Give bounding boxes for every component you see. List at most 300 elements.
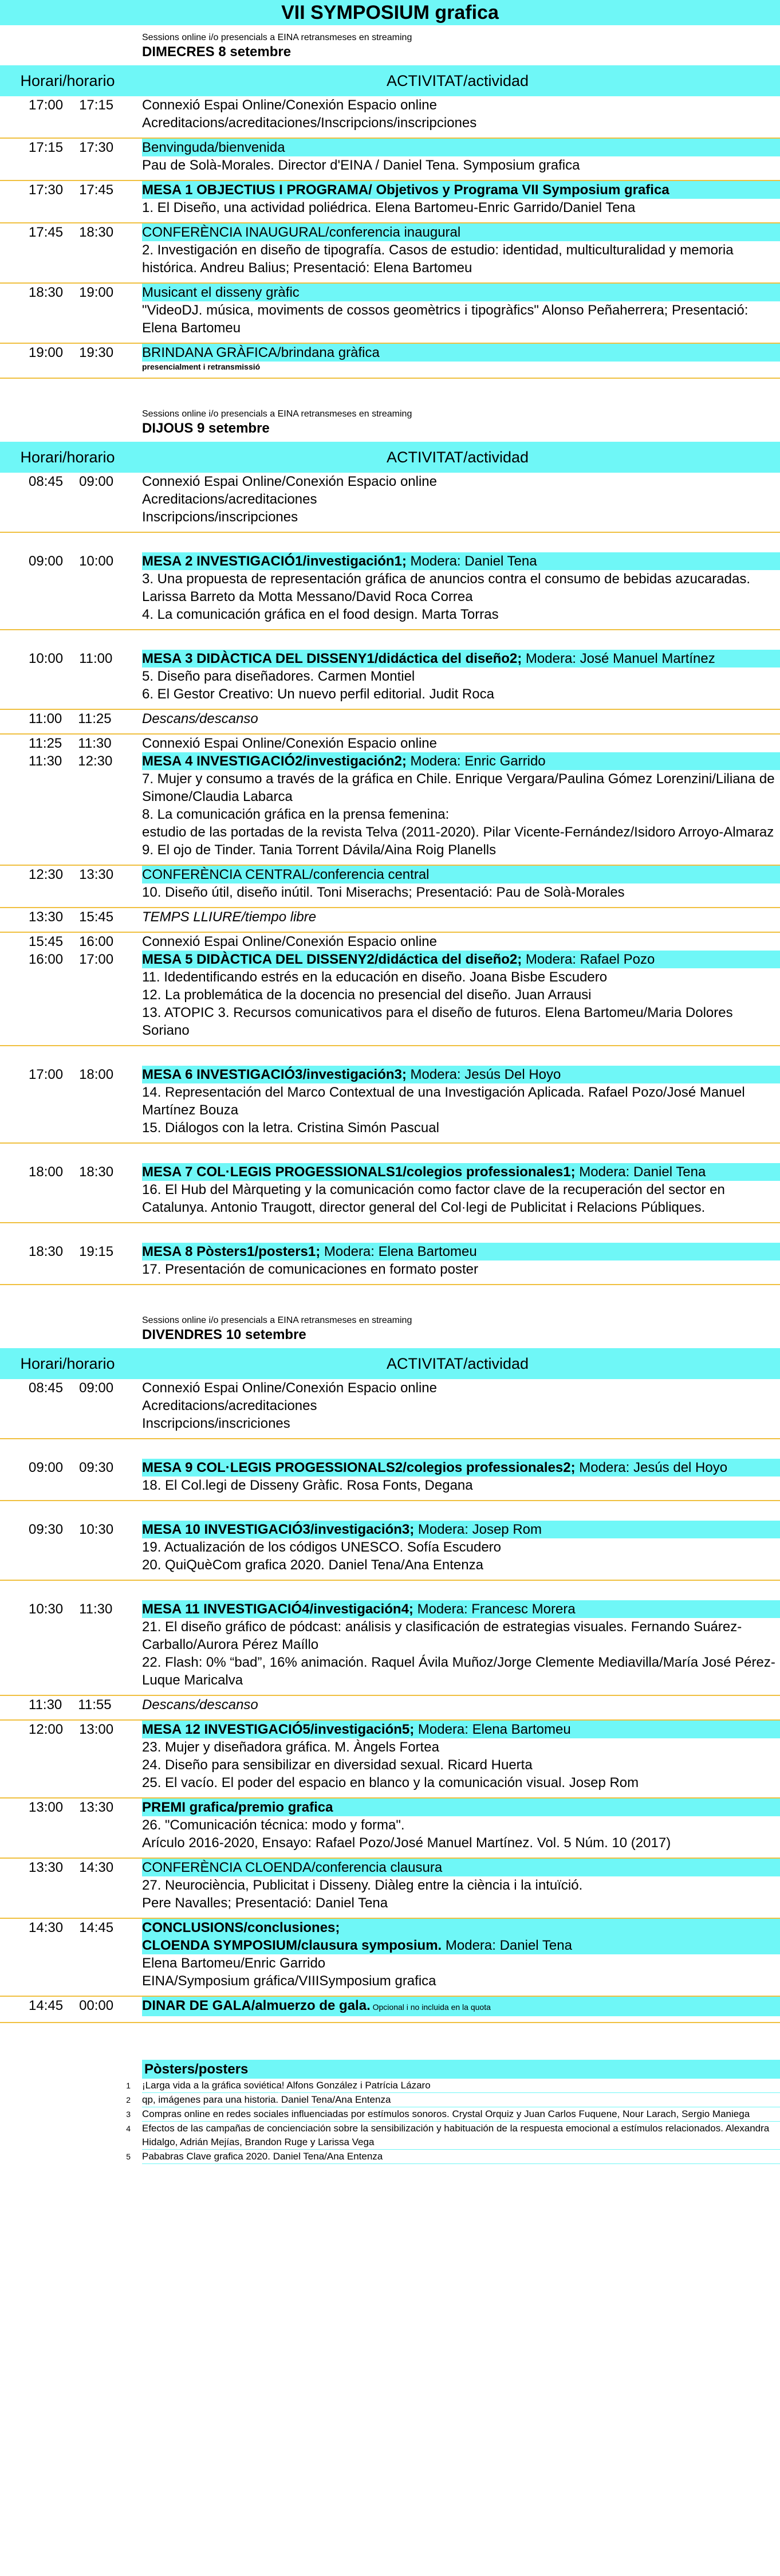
schedule-line <box>0 301 780 337</box>
day-section <box>0 402 780 1308</box>
activity-text-part: Acreditacions/acreditaciones/Inscripcions/inscripciones <box>142 115 477 131</box>
start-time: 11:25 <box>29 736 62 751</box>
schedule-block <box>0 908 780 933</box>
activity-text-part: estudio de las portadas de la revista Telva (2011-2020). Pilar Vicente-Fernández/Isidoro Arroyo-Almaraz <box>142 824 774 840</box>
activity-text-part: Modera: José Manuel Martínez <box>522 651 715 666</box>
activity-text-part: 24. Diseño para sensibilizar en diversidad sexual. Ricard Huerta <box>142 1757 533 1773</box>
schedule-line <box>0 1654 780 1689</box>
activity-text-part: Modera: Enric Garrido <box>406 753 546 769</box>
time-range <box>0 114 142 132</box>
schedule-line <box>0 1738 780 1756</box>
activity-text-part: Modera: Elena Bartomeu <box>414 1722 571 1737</box>
time-range <box>0 139 142 156</box>
activity-text-part: MESA 7 COL·LEGIS PROGESSIONALS1/colegios professionales1; <box>142 1164 576 1180</box>
activity-text-part: Modera: Rafael Pozo <box>522 952 655 967</box>
end-time: 18:30 <box>79 1164 114 1180</box>
activity-text-part: MESA 9 COL·LEGIS PROGESSIONALS2/colegios professionales2; <box>142 1460 576 1475</box>
activity-text-part: 19. Actualización de los códigos UNESCO. Sofía Escudero <box>142 1540 501 1555</box>
schedule-line <box>0 685 780 703</box>
activity-text-part: TEMPS LLIURE/tiempo libre <box>142 909 317 925</box>
schedule-line <box>0 1163 780 1181</box>
schedule-line <box>0 1556 780 1574</box>
time-range <box>0 1756 142 1774</box>
schedule-line <box>0 1799 780 1816</box>
end-time: 12:30 <box>78 753 113 769</box>
schedule-block <box>0 1066 780 1144</box>
poster-item <box>0 2093 780 2107</box>
activity-text-part: 22. Flash: 0% “bad”, 16% animación. Raquel Ávila Muñoz/Jorge Clemente Mediavilla/María José Pérez-Luque Maricalva <box>142 1655 775 1688</box>
schedule-line <box>0 710 780 728</box>
start-time: 15:45 <box>29 934 64 949</box>
activity-text-part: 1. El Diseño, una actividad poliédrica. Elena Bartomeu-Enric Garrido/Daniel Tena <box>142 200 636 215</box>
schedule-line <box>0 199 780 217</box>
poster-number: 5 <box>126 2152 131 2161</box>
schedule-block <box>0 284 780 344</box>
activity-text-part: Connexió Espai Online/Conexión Espacio online <box>142 1380 437 1396</box>
schedule-line <box>0 1415 780 1432</box>
header-activity: ACTIVITAT/actividad <box>386 1354 529 1372</box>
time-range <box>0 156 142 174</box>
time-range <box>0 908 142 926</box>
schedule-line <box>0 770 780 806</box>
day-spacer <box>0 1285 780 1308</box>
activity-text-part: presencialment i retransmissió <box>142 362 261 371</box>
activity-text <box>142 1556 780 1574</box>
activity-text-part: Inscripcions/inscripciones <box>142 509 298 525</box>
activity-text <box>142 1066 780 1083</box>
activity-text-part: 20. QuiQuèCom grafica 2020. Daniel Tena/Ana Entenza <box>142 1557 483 1573</box>
activity-text <box>142 1799 780 1816</box>
time-range <box>0 1066 142 1083</box>
schedule-line <box>0 241 780 277</box>
activity-text <box>142 362 780 372</box>
schedule-block <box>0 933 780 1046</box>
start-time: 19:00 <box>29 345 64 360</box>
time-range <box>0 1260 142 1278</box>
activity-text-part: 4. La comunicación gráfica en el food design. Marta Torras <box>142 607 499 622</box>
activity-text-part: 23. Mujer y diseñadora gráfica. M. Àngels Fortea <box>142 1739 439 1755</box>
schedule-line <box>0 1774 780 1792</box>
schedule-block <box>0 139 780 181</box>
posters-header-spacer <box>0 2060 142 2079</box>
activity-text <box>142 1618 780 1654</box>
activity-text <box>142 1816 780 1834</box>
end-time: 13:30 <box>79 867 114 882</box>
schedule-block <box>0 473 780 533</box>
activity-text <box>142 181 780 199</box>
activity-text-part: CONCLUSIONS/conclusiones; <box>142 1920 340 1935</box>
activity-text-part: CONFERÈNCIA CENTRAL/conferencia central <box>142 867 430 882</box>
activity-text <box>142 933 780 951</box>
schedule-line <box>0 1696 780 1714</box>
activity-text <box>142 301 780 337</box>
end-time: 19:15 <box>79 1244 114 1259</box>
schedule-line <box>0 1972 780 1990</box>
schedule-line <box>0 284 780 301</box>
start-time: 16:00 <box>29 952 64 967</box>
activity-text <box>142 1459 780 1477</box>
posters-title: Pòsters/posters <box>142 2060 780 2079</box>
end-time: 14:30 <box>79 1860 114 1875</box>
schedule-line <box>0 1937 780 1954</box>
activity-text <box>142 570 780 606</box>
activity-text-part: "VideoDJ. música, moviments de cossos geomètrics i tipogràfics" Alonso Peñaherrera; Presentació: Elena Bartomeu <box>142 303 749 336</box>
activity-text-part: Modera: Daniel Tena <box>406 553 537 569</box>
poster-text: Pababras Clave grafica 2020. Daniel Tena/Ana Entenza <box>142 2150 780 2164</box>
activity-text-part: Modera: Elena Bartomeu <box>320 1244 477 1259</box>
time-range <box>0 181 142 199</box>
end-time: 15:45 <box>79 909 114 925</box>
activity-text <box>142 951 780 968</box>
time-range <box>0 241 142 277</box>
schedule-line <box>0 735 780 752</box>
schedule-line <box>0 1379 780 1397</box>
start-time: 09:30 <box>29 1522 64 1537</box>
activity-text <box>142 1972 780 1990</box>
time-range <box>0 1163 142 1181</box>
poster-item <box>0 2107 780 2122</box>
activity-text-part: CLOENDA SYMPOSIUM/clausura symposium. <box>142 1938 442 1953</box>
activity-text-part: DINAR DE GALA/almuerzo de gala. <box>142 1998 371 2013</box>
start-time: 11:30 <box>29 753 62 769</box>
activity-text-part: Connexió Espai Online/Conexión Espacio online <box>142 97 437 113</box>
time-range <box>0 1696 142 1714</box>
activity-text <box>142 96 780 114</box>
schedule-line <box>0 1997 780 2016</box>
schedule-block <box>0 1243 780 1285</box>
activity-text <box>142 806 780 823</box>
activity-text-part: 18. El Col.legi de Disseny Gràfic. Rosa Fonts, Degana <box>142 1478 473 1493</box>
activity-text <box>142 883 780 901</box>
activity-text-part: Arículo 2016-2020, Ensayo: Rafael Pozo/José Manuel Martínez. Vol. 5 Núm. 10 (2017) <box>142 1835 671 1851</box>
header-time: Horari/horario <box>20 448 115 466</box>
activity-text <box>142 735 780 752</box>
schedule-line <box>0 1756 780 1774</box>
activity-text-part: Elena Bartomeu/Enric Garrido <box>142 1955 326 1971</box>
activity-text-part: MESA 10 INVESTIGACIÓ3/investigación3; <box>142 1522 415 1537</box>
time-range <box>0 806 142 823</box>
activity-text <box>142 1379 780 1397</box>
time-range <box>0 473 142 490</box>
activity-text <box>142 1083 780 1119</box>
schedule-block <box>0 552 780 630</box>
start-time: 13:30 <box>29 1860 64 1875</box>
activity-text-part: CONFERÈNCIA INAUGURAL/conferencia inaugural <box>142 225 461 240</box>
time-range <box>0 866 142 883</box>
schedule-line <box>0 1459 780 1477</box>
activity-text <box>142 1521 780 1538</box>
activity-text <box>142 752 780 770</box>
activity-text-part: MESA 1 OBJECTIUS I PROGRAMA/ Objetivos y Programa VII Symposium grafica <box>142 182 669 198</box>
activity-text-part: Acreditacions/acreditaciones <box>142 492 317 507</box>
schedule-line <box>0 1816 780 1834</box>
activity-text <box>142 908 780 926</box>
schedule-block <box>0 1379 780 1439</box>
activity-text-part: 13. ATOPIC 3. Recursos comunicativos para el diseño de futuros. Elena Bartomeu/Maria Dolores Soriano <box>142 1005 733 1038</box>
activity-text <box>142 606 780 623</box>
schedule-line <box>0 752 780 770</box>
schedule-line <box>0 908 780 926</box>
end-time: 10:30 <box>79 1522 114 1537</box>
activity-text-part: BRINDANA GRÀFICA/brindana gràfica <box>142 345 380 360</box>
activity-text <box>142 114 780 132</box>
start-time: 18:30 <box>29 1244 64 1259</box>
schedule-line <box>0 1119 780 1137</box>
schedule-block <box>0 735 780 866</box>
schedule-line <box>0 883 780 901</box>
schedule-line <box>0 1243 780 1260</box>
end-time: 17:00 <box>79 952 114 967</box>
schedule-line <box>0 1834 780 1852</box>
activity-text <box>142 241 780 277</box>
time-range <box>0 1876 142 1894</box>
page-title: VII SYMPOSIUM grafica <box>0 0 780 25</box>
schedule-line <box>0 823 780 841</box>
activity-text <box>142 1997 780 2016</box>
time-range <box>0 1521 142 1538</box>
activity-text-part: 8. La comunicación gráfica en la prensa femenina: <box>142 807 450 822</box>
time-range <box>0 735 142 752</box>
schedule-line <box>0 1397 780 1415</box>
activity-text-part: Connexió Espai Online/Conexión Espacio online <box>142 474 437 489</box>
time-range <box>0 710 142 728</box>
poster-text: Efectos de las campañas de concienciación sobre la sensibilización y habituación de la respuesta emocional a estímulos relacionados. Alexandra Hidalgo, Adrián Mejías, Brandon Ruge y Larissa Vega <box>142 2122 780 2150</box>
schedule-line <box>0 139 780 156</box>
start-time: 09:00 <box>29 553 64 569</box>
header-time: Horari/horario <box>20 72 115 89</box>
activity-text-part: 3. Una propuesta de representación gráfica de anuncios contra el consumo de bebidas azucaradas. Larissa Barreto da Motta Messano/David Roca Correa <box>142 571 751 604</box>
schedule-block <box>0 1600 780 1696</box>
time-range <box>0 1415 142 1432</box>
schedule-line <box>0 1919 780 1937</box>
activity-text-part: 7. Mujer y consumo a través de la gráfica en Chile. Enrique Vergara/Paulina Gómez Lorenzini/Liliana de Simone/Claudia Labarca <box>142 771 775 804</box>
day-section <box>0 25 780 402</box>
activity-text <box>142 1004 780 1039</box>
time-range <box>0 1894 142 1912</box>
schedule-line <box>0 552 780 570</box>
poster-item <box>0 2079 780 2093</box>
end-time: 13:30 <box>79 1800 114 1815</box>
end-time: 17:45 <box>79 182 114 198</box>
activity-text <box>142 1894 780 1912</box>
poster-number: 3 <box>126 2110 131 2119</box>
schedule-line <box>0 968 780 986</box>
poster-number: 1 <box>126 2081 131 2090</box>
activity-text <box>142 1163 780 1181</box>
schedule-line <box>0 96 780 114</box>
time-range <box>0 841 142 859</box>
activity-text <box>142 284 780 301</box>
activity-text-part: CONFERÈNCIA CLOENDA/conferencia clausura <box>142 1860 443 1875</box>
time-range <box>0 1477 142 1494</box>
activity-text-part: MESA 6 INVESTIGACIÓ3/investigación3; <box>142 1067 407 1082</box>
start-time: 17:00 <box>29 97 64 113</box>
schedule-block <box>0 866 780 908</box>
activity-text-part: 14. Representación del Marco Contextual de una Investigación Aplicada. Rafael Pozo/José Manuel Martínez Bouza <box>142 1085 745 1118</box>
end-time: 11:30 <box>78 736 112 751</box>
schedule-block <box>0 1997 780 2023</box>
time-range <box>0 284 142 301</box>
time-range <box>0 1083 142 1119</box>
activity-text <box>142 1738 780 1756</box>
time-range <box>0 552 142 570</box>
start-time: 08:45 <box>29 474 64 489</box>
schedule-line <box>0 181 780 199</box>
schedule-line <box>0 1618 780 1654</box>
start-time: 09:00 <box>29 1460 64 1475</box>
time-range <box>0 362 142 372</box>
schedule-block <box>0 1521 780 1581</box>
schedule-line <box>0 933 780 951</box>
start-time: 17:30 <box>29 182 64 198</box>
schedule-line <box>0 1538 780 1556</box>
schedule-block <box>0 223 780 284</box>
activity-text-part: Connexió Espai Online/Conexión Espacio online <box>142 736 437 751</box>
schedule <box>0 25 780 2046</box>
schedule-line <box>0 570 780 606</box>
activity-text-part: MESA 4 INVESTIGACIÓ2/investigación2; <box>142 753 407 769</box>
time-range <box>0 1119 142 1137</box>
time-range <box>0 933 142 951</box>
activity-text-part: 11. Idedentificando estrés en la educación en diseño. Joana Bisbe Escudero <box>142 969 608 985</box>
time-range <box>0 968 142 986</box>
schedule-line <box>0 156 780 174</box>
activity-text-part: MESA 11 INVESTIGACIÓ4/investigación4; <box>142 1601 413 1617</box>
schedule-line <box>0 1181 780 1216</box>
day-title: DIVENDRES 10 setembre <box>142 1327 306 1342</box>
time-range <box>0 1721 142 1738</box>
time-range <box>0 883 142 901</box>
activity-text-part: MESA 8 Pòsters1/posters1; <box>142 1244 321 1259</box>
activity-text <box>142 685 780 703</box>
activity-text <box>142 1538 780 1556</box>
header-time: Horari/horario <box>20 1354 115 1372</box>
end-time: 09:00 <box>79 1380 114 1396</box>
streaming-note: Sessions online i/o presencials a EINA retransmeses en streaming <box>142 1316 412 1325</box>
activity-text-part: 17. Presentación de comunicaciones en formato poster <box>142 1262 479 1277</box>
activity-text-part: 25. El vacío. El poder del espacio en blanco y la comunicación visual. Josep Rom <box>142 1775 639 1790</box>
activity-text-part: Connexió Espai Online/Conexión Espacio online <box>142 934 437 949</box>
activity-text-part: Modera: Jesús del Hoyo <box>575 1460 728 1475</box>
time-range <box>0 1243 142 1260</box>
time-range <box>0 508 142 526</box>
time-range <box>0 986 142 1004</box>
time-range <box>0 96 142 114</box>
schedule-block <box>0 650 780 710</box>
time-range <box>0 1379 142 1397</box>
activity-text-part: 26. "Comunicación técnica: modo y forma". <box>142 1817 405 1833</box>
time-range <box>0 1774 142 1792</box>
time-range <box>0 490 142 508</box>
activity-text-part: Pere Navalles; Presentació: Daniel Tena <box>142 1895 388 1911</box>
activity-text-part: Descans/descanso <box>142 1697 258 1713</box>
table-header <box>0 65 780 96</box>
time-range <box>0 1181 142 1216</box>
end-time: 11:30 <box>79 1601 113 1617</box>
time-range <box>0 1556 142 1574</box>
activity-text-part: Modera: Francesc Morera <box>413 1601 576 1617</box>
time-range <box>0 1004 142 1039</box>
schedule-line <box>0 114 780 132</box>
activity-text <box>142 139 780 156</box>
start-time: 10:30 <box>29 1601 64 1617</box>
activity-text <box>142 710 780 728</box>
activity-text <box>142 986 780 1004</box>
start-time: 18:00 <box>29 1164 64 1180</box>
schedule-line <box>0 1894 780 1912</box>
activity-text <box>142 1696 780 1714</box>
schedule-line <box>0 1954 780 1972</box>
time-range <box>0 770 142 806</box>
activity-text <box>142 552 780 570</box>
start-time: 10:00 <box>29 651 64 666</box>
start-time: 18:30 <box>29 285 64 300</box>
time-range <box>0 1919 142 1937</box>
schedule-block <box>0 1163 780 1223</box>
poster-text: qp, imágenes para una historia. Daniel Tena/Ana Entenza <box>142 2093 780 2107</box>
end-time: 19:00 <box>79 285 114 300</box>
activity-text-part: 9. El ojo de Tinder. Tania Torrent Dávila/Aina Roig Planells <box>142 842 497 858</box>
end-time: 11:00 <box>79 651 113 666</box>
activity-text <box>142 1937 780 1954</box>
activity-text <box>142 1243 780 1260</box>
schedule-line <box>0 490 780 508</box>
header-activity: ACTIVITAT/actividad <box>386 448 529 466</box>
schedule-block <box>0 96 780 139</box>
activity-text <box>142 490 780 508</box>
schedule-line <box>0 1600 780 1618</box>
activity-text-part: Acreditacions/acreditaciones <box>142 1398 317 1413</box>
schedule-block <box>0 1459 780 1501</box>
start-time: 17:00 <box>29 1067 64 1082</box>
schedule-line <box>0 841 780 859</box>
time-range <box>0 1459 142 1477</box>
activity-text-part: 6. El Gestor Creativo: Un nuevo perfil editorial. Judit Roca <box>142 686 494 702</box>
schedule-line <box>0 1004 780 1039</box>
time-range <box>0 685 142 703</box>
schedule-line <box>0 667 780 685</box>
table-header <box>0 442 780 473</box>
activity-text <box>142 1654 780 1689</box>
activity-text <box>142 1181 780 1216</box>
poster-text: ¡Larga vida a la gráfica soviética! Alfons González i Patrícia Lázaro <box>142 2079 780 2093</box>
end-time: 10:00 <box>79 553 114 569</box>
activity-text <box>142 1600 780 1618</box>
time-range <box>0 1954 142 1972</box>
activity-text-part: Opcional i no incluida en la quota <box>370 2002 491 2012</box>
schedule-block <box>0 1799 780 1859</box>
time-range <box>0 1997 142 2016</box>
end-time: 17:15 <box>79 97 114 113</box>
time-range <box>0 752 142 770</box>
streaming-note: Sessions online i/o presencials a EINA retransmeses en streaming <box>142 33 412 42</box>
activity-text <box>142 1397 780 1415</box>
end-time: 09:00 <box>79 474 114 489</box>
day-title: DIMECRES 8 setembre <box>142 44 291 60</box>
activity-text <box>142 1954 780 1972</box>
poster-text: Compras online en redes sociales influenciadas por estímulos sonoros. Crystal Orquiz y Juan Carlos Fuquene, Nour Larach, Sergio Maniega <box>142 2107 780 2122</box>
start-time: 17:15 <box>29 140 64 155</box>
start-time: 13:30 <box>29 909 64 925</box>
time-range <box>0 650 142 667</box>
activity-text <box>142 508 780 526</box>
posters-section <box>0 2060 780 2164</box>
activity-text-part: EINA/Symposium gráfica/VIIISymposium grafica <box>142 1973 436 1989</box>
schedule-line <box>0 473 780 490</box>
schedule-line <box>0 1876 780 1894</box>
activity-text <box>142 1415 780 1432</box>
activity-text-part: Benvinguda/bienvenida <box>142 140 285 155</box>
